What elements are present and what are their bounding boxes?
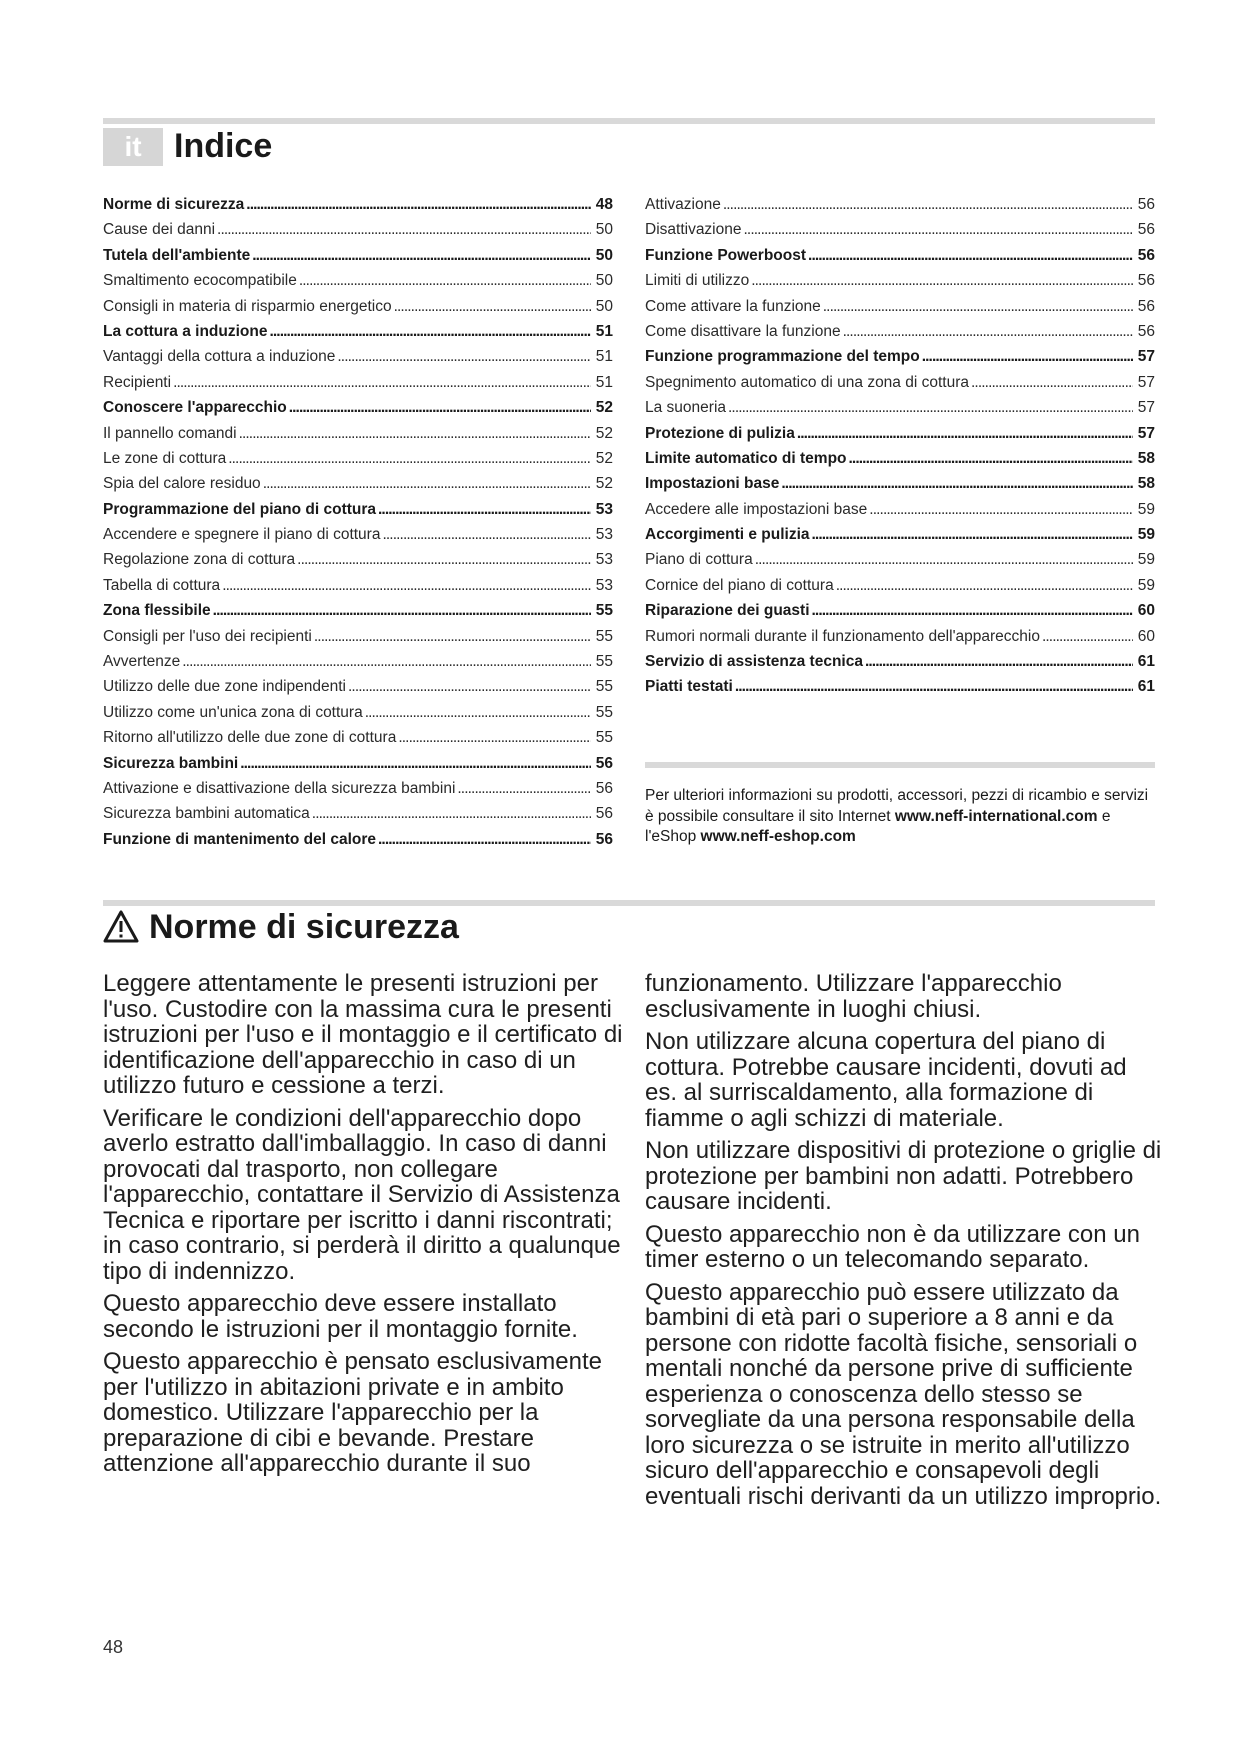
toc-entry-page: 59 [1137,576,1155,594]
toc-entry-label: Programmazione del piano di cottura [103,500,377,518]
toc-entry-page: 55 [595,627,613,645]
toc-entry-page: 52 [595,399,613,417]
toc-entry-label: Consigli per l'uso dei recipienti [103,627,312,645]
toc-entry[interactable] [103,446,613,471]
toc-entry-label: Smaltimento ecocompatibile [103,272,297,290]
toc-entry-label: Consigli in materia di risparmio energetico [103,297,392,315]
toc-leader-dots [457,776,591,801]
toc-entry-label: Le zone di cottura [103,449,227,467]
warning-triangle-icon [103,910,139,944]
toc-leader-dots [869,497,1133,522]
toc-leader-dots [173,370,591,395]
toc-leader-dots [263,471,591,496]
toc-entry-label: Cause dei danni [103,221,216,239]
safety-paragraph: Questo apparecchio non è da utilizzare con un timer esterno o un telecomando separato. [645,1220,1140,1273]
toc-entry[interactable] [645,573,1155,598]
toc-entry-page: 53 [595,526,613,544]
toc-entry[interactable] [103,522,613,547]
toc-entry-label: Tutela dell'ambiente [103,246,251,264]
toc-leader-dots [781,471,1133,496]
toc-entry[interactable] [645,522,1155,547]
toc-entry-page: 52 [595,424,613,442]
toc-entry-page: 61 [1137,653,1155,671]
toc-entry[interactable] [103,776,613,801]
toc-entry-label: Spia del calore residuo [103,475,261,493]
toc-leader-dots [182,649,591,674]
toc-leader-dots [240,751,591,776]
toc-entry-label: Cornice del piano di cottura [645,576,834,594]
toc-entry-label: Ritorno all'utilizzo delle due zone di cottura [103,729,397,747]
toc-leader-dots [348,674,591,699]
toc-entry-page: 60 [1137,627,1155,645]
toc-entry-page: 52 [595,475,613,493]
toc-leader-dots [217,217,591,242]
toc-entry[interactable] [103,294,613,319]
toc-entry-label: Funzione Powerboost [645,246,807,264]
safety-paragraph: Leggere attentamente le presenti istruzioni per l'uso. Custodire con la massima cura le presenti istruzioni per l'uso e il montaggio e il certificato di identificazione dell'apparecchio in caso di un utilizzo futuro e cessione a terzi. [103,970,623,1099]
toc-entry-page: 51 [595,348,613,366]
info-connector: e l'eShop [645,807,1111,845]
toc-leader-dots [723,192,1133,217]
toc-entry[interactable] [103,827,613,852]
toc-entry[interactable] [645,471,1155,496]
safety-paragraph: Non utilizzare alcuna copertura del piano di cottura. Potrebbe causare incidenti, dovuti ad es. al surriscaldamento, alla formazione di fiamme o agli schizzi di materiale. [645,1028,1127,1132]
toc-leader-dots [843,319,1133,344]
safety-paragraph: Questo apparecchio è pensato esclusivamente per l'utilizzo in abitazioni private e in ambito domestico. Utilizzare l'apparecchio per la preparazione di cibi e bevande. Prestare attenzione all'apparecchio durante il suo [103,1348,602,1477]
toc-entry-page: 56 [1137,297,1155,315]
toc-entry-page: 55 [595,703,613,721]
toc-entry-label: Norme di sicurezza [103,196,245,213]
toc-entry-label: Utilizzo delle due zone indipendenti [103,678,346,696]
toc-entry[interactable] [103,421,613,446]
toc-entry-label: Piatti testati [645,678,733,696]
toc-entry[interactable] [645,319,1155,344]
toc-entry[interactable] [645,547,1155,572]
toc-entry-page: 50 [595,297,613,315]
toc-entry[interactable] [645,268,1155,293]
toc-entry[interactable] [645,598,1155,623]
toc-entry[interactable] [103,243,613,268]
toc-leader-dots [228,446,591,471]
toc-entry[interactable] [103,751,613,776]
toc-entry-page: 56 [595,805,613,823]
toc-leader-dots [865,649,1133,674]
toc-entry[interactable] [645,192,1155,217]
toc-leader-dots [922,344,1133,369]
index-title: Indice [174,127,273,165]
toc-entry[interactable] [103,192,613,217]
toc-entry-page: 57 [1137,424,1155,442]
toc-leader-dots [378,497,591,522]
toc-entry-page: 57 [1137,399,1155,417]
toc-entry-page: 52 [595,449,613,467]
toc-leader-dots [744,217,1134,242]
toc-entry[interactable] [645,446,1155,471]
safety-paragraph: funzionamento. Utilizzare l'apparecchio esclusivamente in luoghi chiusi. [645,970,1062,1023]
toc-entry[interactable] [645,395,1155,420]
toc-leader-dots [755,547,1133,572]
toc-leader-dots [735,674,1133,699]
toc-entry-page: 55 [595,729,613,747]
toc-leader-dots [394,294,591,319]
toc-entry-page: 53 [595,551,613,569]
toc-entry[interactable] [103,700,613,725]
safety-paragraph: Questo apparecchio deve essere installato secondo le istruzioni per il montaggio fornite. [103,1290,578,1343]
toc-entry-page: 58 [1137,449,1155,467]
toc-entry[interactable] [103,370,613,395]
toc-entry[interactable] [645,243,1155,268]
toc-entry-label: Sicurezza bambini [103,754,239,772]
toc-entry[interactable] [103,598,613,623]
toc-leader-dots [299,268,591,293]
toc-entry-label: Utilizzo come un'unica zona di cottura [103,703,363,721]
toc-entry-page: 57 [1137,348,1155,366]
toc-entry-label: Servizio di assistenza tecnica [645,653,863,671]
toc-entry-page: 61 [1137,678,1155,696]
toc-entry-page: 53 [595,576,613,594]
toc-entry-label: Conoscere l'apparecchio [103,399,287,417]
toc-leader-dots [398,725,591,750]
toc-entry-label: Zona flessibile [103,602,211,620]
safety-section-title [103,904,459,950]
toc-leader-dots [297,547,591,572]
toc-entry-label: Come attivare la funzione [645,297,821,315]
safety-paragraph: Non utilizzare dispositivi di protezione o griglie di protezione per bambini non adatti. Potrebbero causare incidenti. [645,1137,1162,1215]
toc-entry-label: Funzione programmazione del tempo [645,348,920,366]
toc-entry[interactable] [645,421,1155,446]
toc-entry-label: Il pannello comandi [103,424,237,442]
toc-entry-page: 59 [1137,500,1155,518]
toc-entry-label: Rumori normali durante il funzionamento dell'apparecchio [645,627,1040,645]
toc-entry-label: Protezione di pulizia [645,424,795,442]
toc-entry-label: Attivazione e disattivazione della sicurezza bambini [103,779,456,797]
toc-entry-page: 56 [595,779,613,797]
toc-entry[interactable] [103,801,613,826]
safety-left-column [103,971,623,1484]
toc-entry-page: 56 [1137,272,1155,290]
toc-entry-page: 56 [1137,221,1155,239]
toc-entry-label: Tabella di cottura [103,576,221,594]
toc-entry[interactable] [645,649,1155,674]
info-divider [645,762,1155,768]
toc-leader-dots [239,421,591,446]
toc-leader-dots [849,446,1133,471]
toc-leader-dots [337,344,591,369]
toc-leader-dots [823,294,1133,319]
toc-leader-dots [314,624,591,649]
toc-left-column [103,192,613,852]
toc-leader-dots [808,243,1133,268]
info-note [645,786,1155,848]
toc-leader-dots [728,395,1133,420]
toc-entry-label: Riparazione dei guasti [645,602,810,620]
toc-entry-page: 59 [1137,526,1155,544]
toc-leader-dots [213,598,591,623]
toc-entry-label: Accendere e spegnere il piano di cottura [103,526,381,544]
toc-entry[interactable] [103,725,613,750]
toc-entry-page: 50 [595,246,613,264]
toc-leader-dots [312,801,591,826]
toc-leader-dots [812,598,1133,623]
toc-leader-dots [222,573,591,598]
toc-leader-dots [252,243,591,268]
toc-entry-label: Disattivazione [645,221,742,239]
toc-entry-page: 57 [1137,373,1155,391]
toc-entry[interactable] [645,674,1155,699]
toc-entry-label: Spegnimento automatico di una zona di cottura [645,373,969,391]
toc-entry-page: 59 [1137,551,1155,569]
safety-paragraph: Verificare le condizioni dell'apparecchio dopo averlo estratto dall'imballaggio. In caso di danni provocati dal trasporto, non collegare l'apparecchio, contattare il Servizio di Assistenza Tecnica e riportare per iscritto i danni riscontrati; in caso contrario, si perderà il diritto a qualunque tipo di indennizzo. [103,1104,621,1285]
toc-entry-page: 50 [595,221,613,239]
toc-leader-dots [269,319,591,344]
toc-entry-page: 56 [595,754,613,772]
toc-entry-page: 55 [595,653,613,671]
toc-entry[interactable] [103,547,613,572]
toc-entry-label: Accorgimenti e pulizia [645,526,810,544]
toc-leader-dots [289,395,591,420]
toc-entry-page: 53 [595,500,613,518]
toc-entry-page: 55 [595,678,613,696]
toc-entry-page: 51 [595,322,613,340]
toc-entry[interactable] [645,497,1155,522]
safety-paragraph: Questo apparecchio può essere utilizzato da bambini di età pari o superiore a 8 anni e da persone con ridotte facoltà fisiche, sensoriali o mentali nonché da persone prive di sufficiente esperienza o conoscenza dello stesso se sorvegliate da una persona responsabile della loro sicurezza o se istruite in merito all'utilizzo sicuro dell'apparecchio e consapevoli degli eventuali rischi derivanti da un utilizzo improprio. [645,1278,1162,1510]
toc-entry-page: 48 [595,196,613,213]
toc-entry-label: Regolazione zona di cottura [103,551,296,569]
eshop-link[interactable]: www.neff-eshop.com [700,828,856,845]
toc-leader-dots [836,573,1133,598]
toc-entry-label: Limiti di utilizzo [645,272,750,290]
toc-entry-page: 50 [595,272,613,290]
toc-entry[interactable] [103,395,613,420]
toc-entry[interactable] [645,217,1155,242]
toc-entry-label: Accedere alle impostazioni base [645,500,868,518]
toc-entry[interactable] [103,674,613,699]
toc-entry-label: La suoneria [645,399,727,417]
toc-leader-dots [378,827,591,852]
toc-leader-dots [1042,624,1133,649]
toc-entry[interactable] [103,497,613,522]
info-text: Per ulteriori informazioni su prodotti, accessori, pezzi di ricambio e servizi è possibile consultare il sito Internet [645,787,1149,825]
page-number: 48 [103,1637,124,1657]
website-link[interactable]: www.neff-international.com [894,807,1098,825]
toc-entry-label: La cottura a induzione [103,322,268,340]
toc-entry-page: 56 [1137,246,1155,264]
toc-entry[interactable] [103,268,613,293]
toc-entry-label: Vantaggi della cottura a induzione [103,348,336,366]
toc-leader-dots [382,522,591,547]
toc-entry[interactable] [103,573,613,598]
toc-entry[interactable] [103,471,613,496]
toc-leader-dots [246,192,591,217]
toc-leader-dots [971,370,1133,395]
toc-right-column [645,192,1155,700]
toc-entry[interactable] [645,370,1155,395]
toc-entry-label: Avvertenze [103,653,181,671]
safety-right-column [645,971,1165,1516]
toc-entry-label: Piano di cottura [645,551,753,569]
toc-entry-page: 60 [1137,602,1155,620]
toc-entry[interactable] [645,294,1155,319]
toc-entry-page: 56 [1137,322,1155,340]
toc-entry-label: Come disattivare la funzione [645,322,841,340]
toc-entry-label: Limite automatico di tempo [645,449,847,467]
toc-entry[interactable] [103,319,613,344]
toc-entry[interactable] [103,649,613,674]
toc-entry[interactable] [103,217,613,242]
toc-leader-dots [365,700,591,725]
toc-entry[interactable] [645,344,1155,369]
toc-entry-page: 51 [595,373,613,391]
toc-entry-label: Impostazioni base [645,475,780,493]
toc-entry-label: Attivazione [645,196,721,213]
toc-entry-label: Recipienti [103,373,172,391]
toc-entry-label: Sicurezza bambini automatica [103,805,310,823]
toc-leader-dots [812,522,1133,547]
toc-entry-page: 56 [595,830,613,848]
safety-title-text: Norme di sicurezza [149,908,459,946]
toc-leader-dots [751,268,1133,293]
language-badge: it [103,128,163,166]
toc-entry-page: 56 [1137,196,1155,213]
toc-entry-page: 58 [1137,475,1155,493]
toc-entry-label: Funzione di mantenimento del calore [103,830,377,848]
toc-leader-dots [797,421,1133,446]
toc-entry[interactable] [645,624,1155,649]
toc-entry[interactable] [103,624,613,649]
toc-entry-page: 55 [595,602,613,620]
toc-entry[interactable] [103,344,613,369]
